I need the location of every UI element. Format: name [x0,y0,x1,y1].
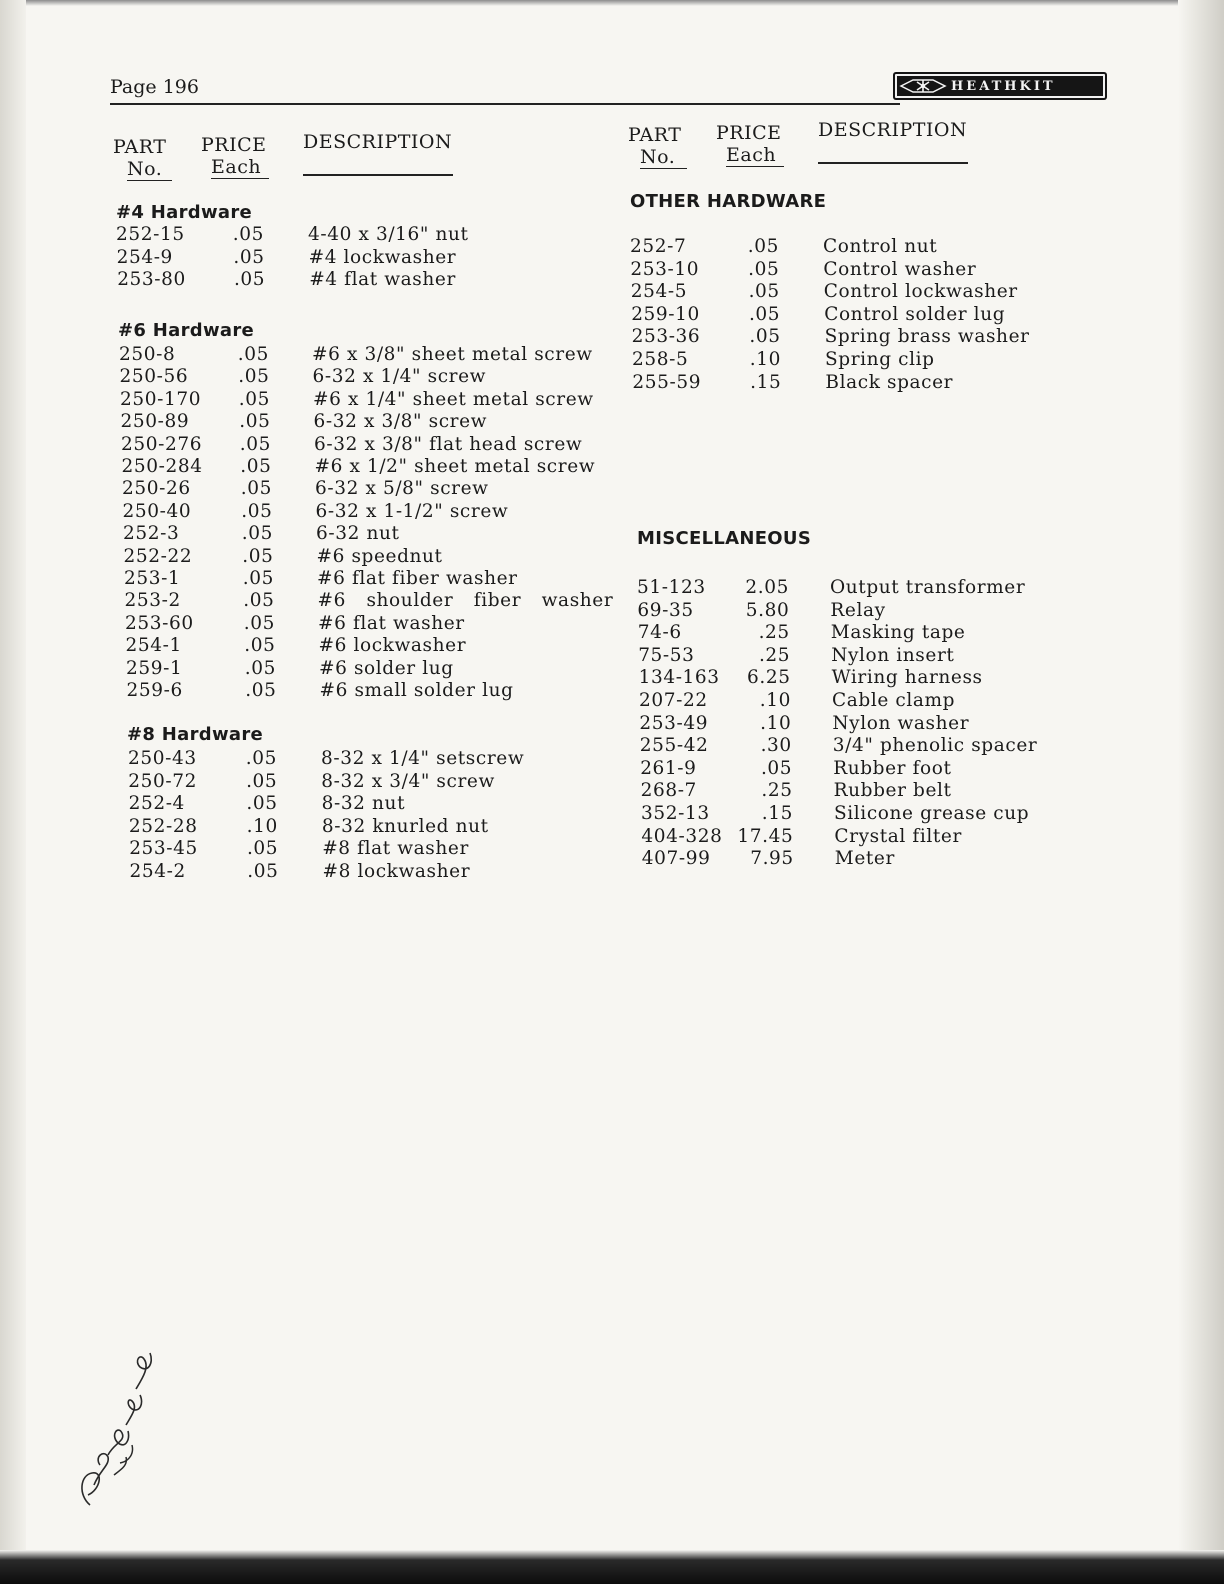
part-row [123,523,543,545]
part-number: 252-28 [128,815,198,837]
part-price: .05 [245,748,277,769]
part-description: Masking tape [830,622,966,644]
part-number: 250-89 [120,411,190,433]
part-row [631,281,1051,303]
part-price: .05 [242,545,274,567]
part-row [630,259,1050,281]
part-number: 252-7 [630,236,687,257]
left-part-sub-label: No. [127,158,172,181]
part-row [639,713,1059,735]
part-number: 134-163 [638,667,720,689]
part-price: .05 [232,224,264,245]
part-row [117,269,537,291]
header-rule [110,103,900,105]
part-description: Control nut [823,236,938,257]
part-number: 259-1 [126,657,183,679]
part-price: .05 [245,680,277,701]
part-row [640,735,1060,757]
part-row [129,838,549,860]
part-row [124,568,544,590]
part-price: .05 [233,269,266,290]
part-number: 250-170 [120,388,202,410]
part-price: 5.80 [745,599,790,621]
part-row [121,411,541,433]
part-price: .05 [246,793,278,814]
part-description: Control lockwasher [823,281,1018,303]
part-description: #8 lockwasher [322,860,471,882]
part-description: 8-32 nut [321,793,406,814]
part-number: 253-49 [639,712,709,734]
part-description: #8 flat washer [322,838,469,859]
part-row [637,577,1057,599]
left-description-header: DESCRIPTION [303,131,453,153]
left-price-header [201,134,269,179]
part-price: .05 [241,523,273,545]
part-number: 407-99 [641,848,711,870]
part-description: Spring clip [825,349,935,370]
part-description: Relay [830,599,886,621]
part-price: .15 [750,371,782,393]
part-description: 6-32 x 1-1/2" screw [315,500,509,522]
part-number: 250-8 [119,344,176,365]
part-number: 255-59 [632,371,702,393]
part-number: 252-4 [128,793,185,814]
part-row [128,748,548,770]
right-part-sub-label: No. [640,146,687,169]
part-description: #6 speednut [316,545,443,567]
right-part-header [628,124,687,169]
part-row [641,803,1061,825]
part-description: #4 flat washer [309,269,456,290]
part-description: 4-40 x 3/16" nut [308,224,469,245]
part-number: 255-42 [639,735,709,757]
part-price: .05 [246,838,279,859]
part-price: .05 [749,326,781,348]
part-row [125,613,545,635]
part-row [631,304,1051,326]
part-description: #4 lockwasher [308,246,457,268]
part-number: 250-284 [121,456,203,477]
part-price: .25 [758,622,790,644]
part-price: .15 [761,803,793,824]
part-price: .05 [240,456,272,477]
left-part-label: PART [113,136,167,158]
part-row [639,690,1059,712]
part-price: 17.45 [737,825,794,847]
part-description: Wiring harness [831,667,983,689]
part-description: 6-32 nut [316,523,400,545]
part-description: Spring brass washer [824,326,1030,348]
part-number: 51-123 [637,577,706,598]
part-row [121,456,596,478]
right-price-sub-label: Each [726,144,784,167]
part-number: 253-45 [129,838,198,859]
part-description: 6-32 x 3/8" screw [313,411,488,433]
part-number: 254-9 [116,246,173,268]
right-price-header [716,122,784,167]
part-price: .05 [239,433,271,455]
part-number: 254-5 [630,281,688,303]
part-price: .05 [247,860,279,882]
logo-emblem-icon [893,72,951,100]
part-description: #6 flat washer [318,612,465,634]
part-price: .05 [760,757,793,779]
part-number: 258-5 [632,349,689,370]
section-title-hw6: #6 Hardware [118,320,255,341]
right-description-header: DESCRIPTION [818,119,968,141]
part-description: 6-32 x 1/4" screw [312,366,487,388]
part-description: Nylon insert [831,644,955,666]
part-number: 253-2 [124,590,181,612]
part-price: .05 [747,236,779,257]
part-row [121,433,583,456]
part-description: #6 flat fiber washer [317,568,518,589]
right-part-label: PART [628,124,682,146]
part-description: #6 lockwasher [318,635,467,657]
part-number: 268-7 [640,780,697,802]
part-price: .25 [758,644,791,666]
part-row [638,645,1058,667]
scan-edge-left [0,0,26,1584]
part-description: Crystal filter [834,825,962,847]
part-price: .05 [237,344,269,365]
part-number: 250-40 [122,500,192,522]
part-price: 6.25 [747,667,791,689]
part-price: .10 [759,690,791,711]
part-number: 250-72 [128,770,197,792]
right-description-rule [818,162,968,164]
part-number: 250-276 [121,433,203,455]
part-price: .05 [233,246,265,268]
part-price: .05 [241,500,273,522]
part-number: 254-1 [125,635,182,657]
part-number: 250-26 [122,478,191,500]
part-description: Rubber foot [833,757,952,779]
part-price: .05 [244,657,276,679]
part-price: .05 [748,258,780,280]
part-number: 252-15 [116,224,185,245]
left-description-rule [303,174,453,176]
section-title-other-hardware: OTHER HARDWARE [630,191,827,212]
part-row [124,546,544,568]
part-row [632,372,1052,394]
part-price: 7.95 [750,848,794,870]
part-price: .05 [748,303,781,325]
part-price: .10 [760,712,792,734]
part-number: 261-9 [640,757,697,779]
part-number: 352-13 [641,803,710,824]
part-row [117,247,537,269]
part-price: .05 [242,568,274,589]
part-price: .10 [749,349,781,370]
scan-edge-right [1178,0,1224,1584]
part-row [120,388,594,411]
part-price: .30 [760,735,792,757]
part-number: 253-1 [124,568,181,589]
part-price: 2.05 [745,577,789,598]
part-row [119,344,593,366]
part-row [638,622,1058,644]
section-title-hw4: #4 Hardware [116,202,253,223]
part-price: .25 [761,780,793,802]
part-number: 404-328 [641,825,723,847]
left-price-label: PRICE [201,134,267,156]
part-price: .05 [244,635,276,657]
part-price: .05 [243,590,275,612]
handwritten-note-signature [70,1345,160,1515]
part-price: .05 [748,281,780,303]
part-row [126,635,546,657]
part-description: Cable clamp [832,690,956,711]
right-price-label: PRICE [716,122,782,144]
part-number: 252-22 [123,545,193,567]
part-row [640,758,1060,780]
part-row [123,501,543,523]
left-price-sub-label: Each [211,156,269,179]
part-row [632,349,1052,371]
part-description: 8-32 x 3/4" screw [321,770,495,792]
part-row [641,780,1061,802]
brand-wordmark: HEATHKIT [951,78,1056,94]
part-price: .10 [246,815,278,837]
part-description: #6 shoulder fiber washer [317,590,614,612]
part-description: #6 small solder lug [319,680,514,701]
part-description: Rubber belt [833,780,952,802]
part-row [116,224,536,246]
part-description: Black spacer [825,371,954,393]
part-row [130,861,550,883]
part-price: .05 [239,411,271,433]
part-row [126,658,546,680]
part-row [128,771,548,793]
part-description: 8-32 knurled nut [321,815,489,837]
part-description: #6 x 1/4" sheet metal screw [313,388,594,410]
part-description: #6 x 1/2" sheet metal screw [314,456,596,477]
page-number: Page 196 [110,76,199,98]
part-description: 6-32 x 3/8" flat head screw [314,433,583,455]
part-row [637,600,1057,622]
part-row [129,816,549,838]
part-price: .05 [246,770,278,792]
part-row [630,236,1050,258]
part-row [127,680,547,702]
scan-edge-top [0,0,1224,6]
section-title-hw8: #8 Hardware [127,724,264,745]
part-row [639,667,1059,689]
part-number: 253-10 [630,258,700,280]
part-number: 74-6 [637,622,682,644]
part-price: .05 [243,612,275,634]
part-row [129,793,549,815]
part-number: 254-2 [129,860,186,882]
part-row [641,826,1061,848]
section-title-miscellaneous: MISCELLANEOUS [637,528,812,549]
part-description: Silicone grease cup [834,803,1030,824]
part-row [122,478,542,500]
part-description: 6-32 x 5/8" screw [315,478,489,500]
part-description: Nylon washer [832,712,970,734]
part-number: 253-36 [631,326,701,348]
heathkit-logo [893,72,1107,100]
part-number: 253-80 [117,269,186,290]
part-number: 259-6 [126,680,183,701]
scan-edge-bottom [0,1550,1224,1584]
part-number: 253-60 [125,612,194,634]
part-description: 8-32 x 1/4" setscrew [321,748,525,769]
part-number: 250-43 [128,748,197,769]
part-row [642,848,1062,870]
part-description: #6 solder lug [319,657,454,679]
part-price: .05 [238,366,270,388]
part-description: Control washer [823,258,977,280]
part-row [120,366,540,388]
part-number: 250-56 [119,366,189,388]
part-description: 3/4" phenolic spacer [832,735,1038,757]
part-number: 75-53 [638,644,695,666]
part-description: #6 x 3/8" sheet metal screw [312,344,593,365]
left-part-header [113,136,172,181]
part-row [632,326,1052,348]
part-price: .05 [238,388,270,410]
part-description: Control solder lug [824,303,1006,325]
part-number: 252-3 [123,523,180,545]
part-row [124,590,614,612]
part-description: Meter [834,848,895,870]
part-number: 207-22 [639,690,708,711]
part-price: .05 [240,478,272,500]
part-number: 69-35 [637,599,694,621]
part-description: Output transformer [830,577,1026,598]
part-number: 259-10 [631,303,700,325]
